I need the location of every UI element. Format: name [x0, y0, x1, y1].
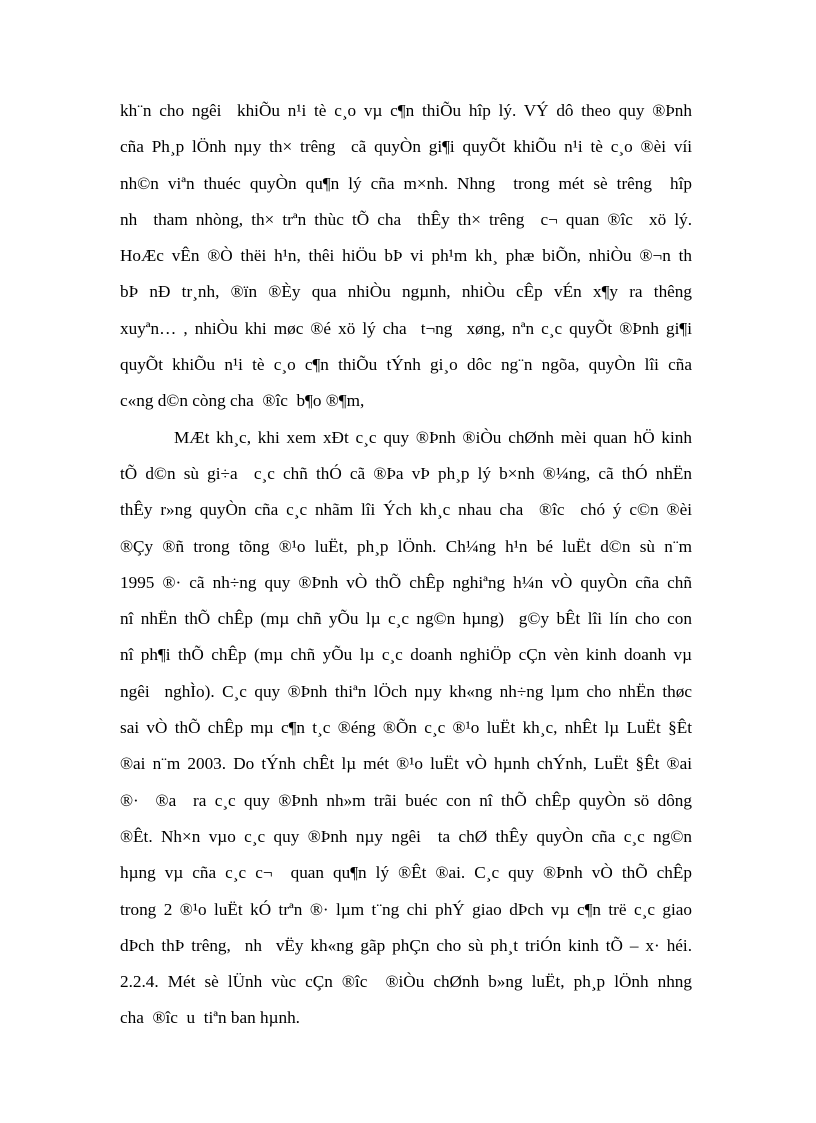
text-line: nh tham nhòng, th× trªn thùc tÕ cha thÊy th× trêng c¬ quan ®îc xö lý.	[120, 209, 692, 229]
heading-line: 2.2.4. Mét sè lÜnh vùc cÇn ®îc ®iÒu chØnh b»ng luËt, ph¸p lÖnh nhng	[120, 972, 692, 992]
section-heading	[120, 964, 692, 1037]
text-line: trong 2 ®¹o luËt kÓ trªn ®· lµm t¨ng chi phÝ giao dÞch vµ c¶n trë c¸c giao	[120, 899, 692, 919]
text-line: bÞ nÐ tr¸nh, ®ïn ®Èy qua nhiÒu ngµnh, nhiÒu cÊp vÉn x¶y ra thêng	[120, 282, 692, 302]
text-line: ngêi nghÌo). C¸c quy ®Þnh thiªn lÖch nµy kh«ng nh÷ng lµm cho nhËn thøc	[120, 681, 692, 701]
text-line: quyÕt khiÕu n¹i tè c¸o c¶n thiÕu tÝnh gi¸o dôc ng¨n ngõa, quyÒn lîi cña	[120, 355, 692, 375]
text-line: kh¨n cho ngêi khiÕu n¹i tè c¸o vµ c¶n thiÕu hîp lý. VÝ dô theo quy ®Þnh	[120, 101, 692, 120]
text-line: xuyªn… , nhiÒu khi møc ®é xö lý cha t¬ng xøng, nªn c¸c quyÕt ®Þnh gi¶i	[120, 318, 692, 338]
text-line: MÆt kh¸c, khi xem xÐt c¸c quy ®Þnh ®iÒu chØnh mèi quan hÖ kinh	[174, 427, 692, 447]
text-line: ®ai n¨m 2003. Do tÝnh chÊt lµ mét ®¹o luËt vÒ hµnh chÝnh, LuËt §Êt ®ai	[120, 754, 692, 774]
text-line: hµng vµ cña c¸c c¬ quan qu¶n lý ®Êt ®ai. C¸c quy ®Þnh vÒ thÕ chÊp	[120, 863, 692, 883]
text-line: c«ng d©n còng cha ®îc b¶o ®¶m,	[120, 391, 365, 411]
text-line: tÕ d©n sù gi÷a c¸c chñ thÓ cã ®Þa vÞ ph¸p lý b×nh ®¼ng, cã thÓ nhËn	[120, 463, 692, 483]
text-line: ®· ®a ra c¸c quy ®Þnh nh»m trãi buéc con nî thÕ chÊp quyÒn sö dông	[120, 790, 692, 810]
text-line: nî ph¶i thÕ chÊp (mµ chñ yÕu lµ c¸c doanh nghiÖp cÇn vèn kinh doanh vµ	[120, 645, 692, 665]
paragraph-2	[120, 420, 692, 964]
text-line: HoÆc vÊn ®Ò thëi h¹n, thêi hiÖu bÞ vi ph¹m kh¸ phæ biÕn, nhiÒu ®¬n th	[120, 246, 692, 266]
text-line: ®Êt. Nh×n vµo c¸c quy ®Þnh nµy ngêi ta chØ thÊy quyÒn cña c¸c ng©n	[120, 826, 692, 846]
text-line: nî nhËn thÕ chÊp (mµ chñ yÕu lµ c¸c ng©n hµng) g©y bÊt lîi lín cho con	[120, 609, 692, 629]
text-line: ®Çy ®ñ trong tõng ®¹o luËt, ph¸p lÖnh. Ch¼ng h¹n bé luËt d©n sù n¨m	[120, 536, 692, 556]
text-line: 1995 ®· cã nh÷ng quy ®Þnh vÒ thÕ chÊp nghiªng h¼n vÒ quyÒn cña chñ	[120, 572, 692, 592]
paragraph-1	[120, 93, 692, 420]
text-line: sai vÒ thÕ chÊp mµ c¶n t¸c ®éng ®Õn c¸c ®¹o luËt kh¸c, nhÊt lµ LuËt §Êt	[120, 718, 692, 738]
text-line: nh©n viªn thuéc quyÒn qu¶n lý cña m×nh. Nhng trong mét sè trêng hîp	[120, 173, 692, 193]
text-line: dÞch thÞ trêng, nh vËy kh«ng gãp phÇn cho sù ph¸t triÓn kinh tÕ – x· héi.	[120, 935, 692, 955]
text-line: cña Ph¸p lÖnh nµy th× trêng cã quyÒn gi¶i quyÕt khiÕu n¹i tè c¸o ®èi víi	[120, 137, 692, 157]
document-page	[120, 93, 692, 1037]
text-line: thÊy r»ng quyÒn cña c¸c nhãm lîi Ých kh¸c nhau cha ®îc chó ý c©n ®èi	[120, 500, 692, 520]
heading-line: cha ®îc u tiªn ban hµnh.	[120, 1008, 300, 1028]
